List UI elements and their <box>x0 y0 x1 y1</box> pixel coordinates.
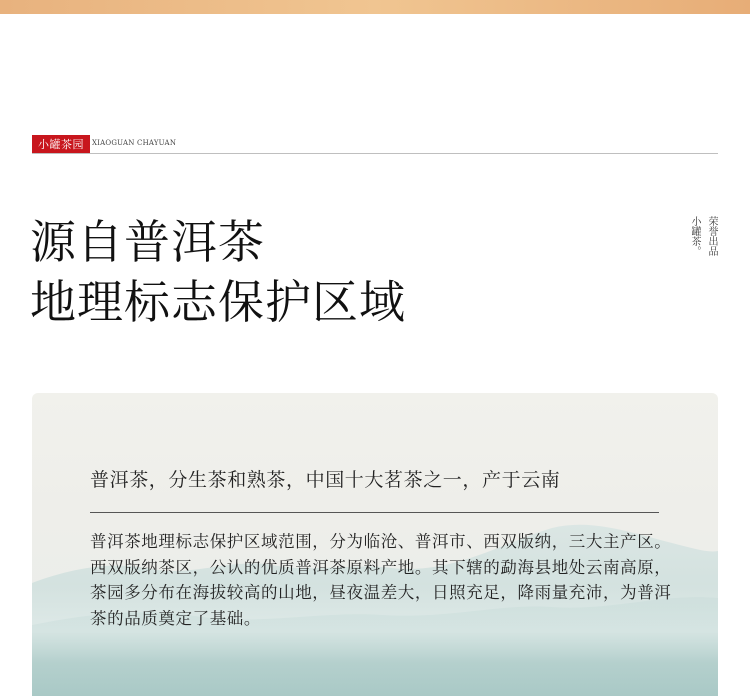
page-headline <box>30 212 406 332</box>
card-body <box>90 529 680 631</box>
card-paragraph: 西双版纳茶区，公认的优质普洱茶原料产地。其下辖的勐海县地处云南高原，茶园多分布在海拔较高的山地，昼夜温差大，日照充足，降雨量充沛，为普洱茶的品质奠定了基础。 <box>90 557 672 628</box>
side-note-brand: 小罐茶。 <box>689 216 700 256</box>
headline-line-2: 地理标志保护区域 <box>30 275 406 329</box>
brand-english-name: XIAOGUAN CHAYUAN <box>92 139 177 147</box>
card-title: 普洱茶，分生茶和熟茶，中国十大茗茶之一，产于云南 <box>90 469 561 491</box>
card-paragraph: 普洱茶地理标志保护区域范围，分为临沧、普洱市、西双版纳，三大主产区。 <box>90 532 672 551</box>
headline-line-1: 源自普洱茶 <box>30 215 265 269</box>
top-accent-bar <box>0 0 750 14</box>
card-divider <box>90 512 659 513</box>
side-note-honor: 荣誉出品 <box>706 216 717 256</box>
header-divider <box>32 153 718 154</box>
info-card <box>32 393 718 696</box>
brand-tag: 小罐茶园 <box>32 135 90 154</box>
